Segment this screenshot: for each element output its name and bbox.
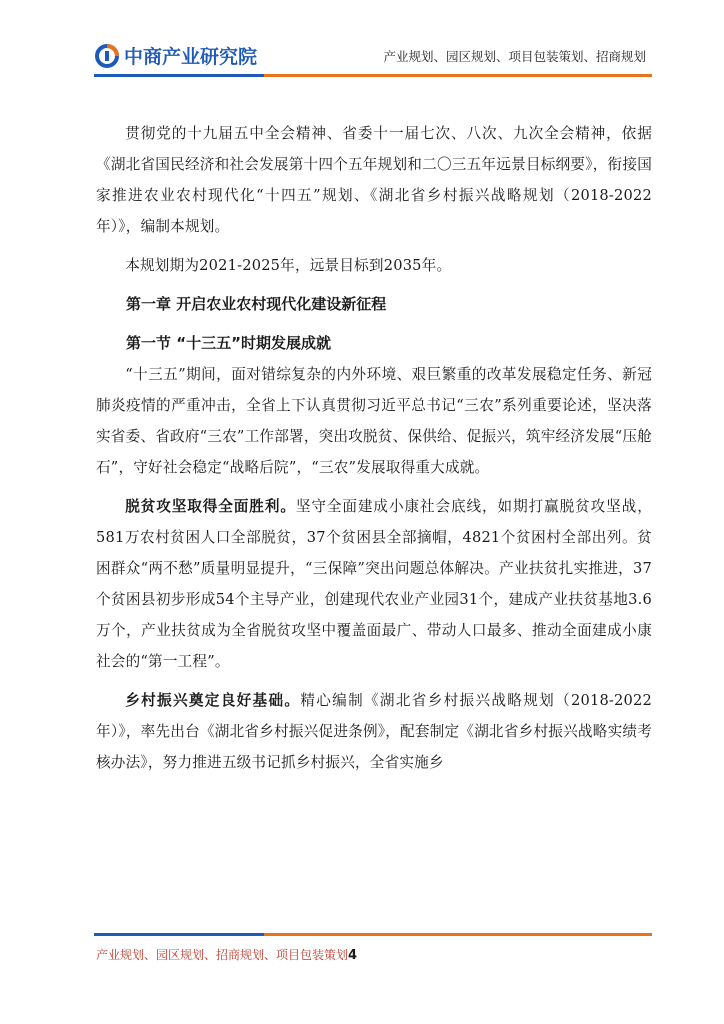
logo-icon bbox=[94, 43, 120, 69]
footer-tagline: 产业规划、园区规划、招商规划、项目包装策划 bbox=[96, 948, 349, 962]
section-title: 第一节 “十三五”时期发展成就 bbox=[126, 334, 331, 352]
brand-logo bbox=[94, 42, 257, 69]
header-rule-blue bbox=[94, 74, 264, 77]
document-body bbox=[96, 118, 652, 778]
revitalization-lead: 乡村振兴奠定良好基础。 bbox=[125, 692, 301, 709]
overview-paragraph: “十三五”期间，面对错综复杂的内外环境、艰巨繁重的改革发展稳定任务、新冠肺炎疫情的严重冲击，全省上下认真贯彻习近平总书记“三农”系列重要论述，坚决落实省委、省政府“三农”工作部署，突出攻脱贫、保供给、促振兴，筑牢经济发展“压舱石”，守好社会稳定“战略后院”，“三农”发展取得重大成就。 bbox=[96, 366, 652, 476]
chapter-title: 第一章 开启农业农村现代化建设新征程 bbox=[126, 295, 387, 313]
footer-rule-blue bbox=[94, 933, 264, 936]
poverty-paragraph bbox=[96, 491, 652, 677]
page-number: 4 bbox=[348, 948, 358, 963]
header-rule-orange bbox=[264, 74, 652, 77]
revitalization-text: 精心编制《湖北省乡村振兴战略规划（2018-2022年）》，率先出台《湖北省乡村振兴促进条例》，配套制定《湖北省乡村振兴战略实绩考核办法》，努力推进五级书记抓乡村振兴，全省实施乡 bbox=[96, 692, 652, 771]
poverty-text: 坚守全面建成小康社会底线，如期打赢脱贫攻坚战，581万农村贫困人口全部脱贫，37个贫困县全部摘帽，4821个贫困村全部出列。贫困群众“两不愁”质量明显提升，“三保障”突出问题总体解决。产业扶贫扎实推进，37个贫困县初步形成54个主导产业，创建现代农业产业园31个，建成产业扶贫基地3.6万个，产业扶贫成为全省脱贫攻坚中覆盖面最广、带动人口最多、推动全面建成小康社会的“第一工程”。 bbox=[96, 498, 652, 670]
plan-period-paragraph: 本规划期为2021-2025年，远景目标到2035年。 bbox=[125, 257, 452, 274]
footer-rule-orange bbox=[264, 933, 652, 936]
poverty-lead: 脱贫攻坚取得全面胜利。 bbox=[125, 498, 296, 515]
page-footer bbox=[96, 946, 357, 963]
revitalization-paragraph bbox=[96, 685, 652, 778]
logo-text: 中商产业研究院 bbox=[124, 46, 258, 68]
header-tagline: 产业规划、园区规划、项目包装策划、招商规划 bbox=[383, 49, 646, 64]
page-header bbox=[0, 0, 724, 90]
intro-paragraph: 贯彻党的十九届五中全会精神、省委十一届七次、八次、九次全会精神，依据《湖北省国民经济和社会发展第十四个五年规划和二〇三五年远景目标纲要》，衔接国家推进农业农村现代化“十四五”规划、《湖北省乡村振兴战略规划（2018-2022年）》，编制本规划。 bbox=[96, 125, 652, 235]
